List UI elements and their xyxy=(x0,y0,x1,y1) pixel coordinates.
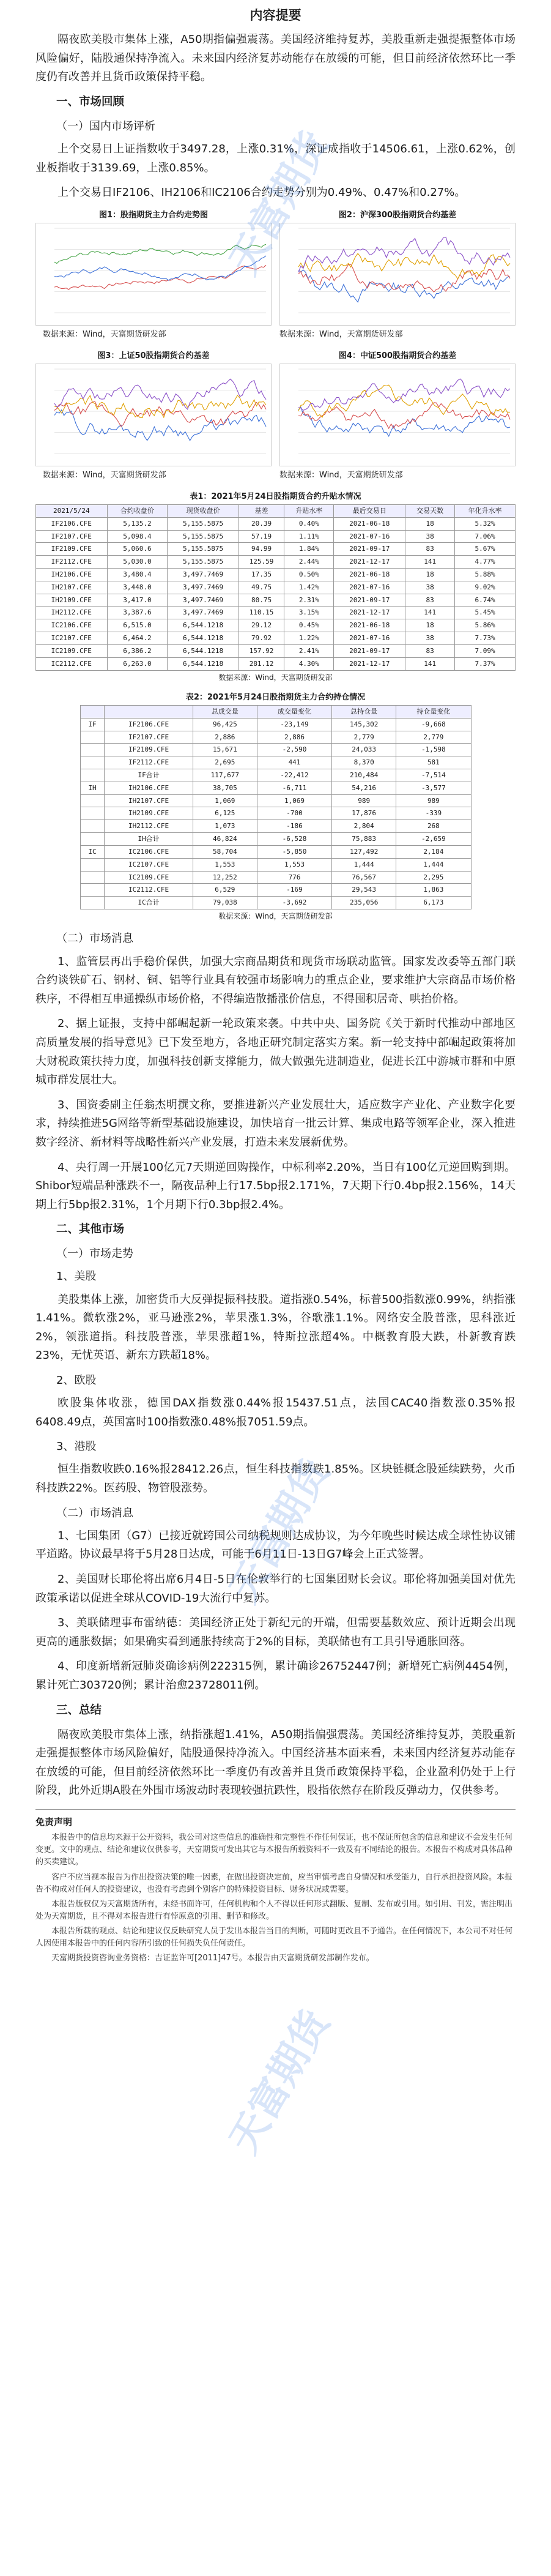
table-cell: 2021-07-16 xyxy=(334,632,405,645)
table-cell: 6,125 xyxy=(193,807,257,820)
column-header: 合约收盘价 xyxy=(107,504,168,517)
table-cell: 2021-09-17 xyxy=(334,644,405,657)
table-cell: 5,155.5875 xyxy=(168,530,239,543)
table-cell: 8,370 xyxy=(332,756,396,769)
table-cell: IH2109.CFE xyxy=(105,807,193,820)
table-row xyxy=(36,517,516,530)
table-row xyxy=(80,718,471,731)
table-row xyxy=(36,607,516,619)
table-cell: IH2112.CFE xyxy=(105,820,193,833)
figure-4-chart xyxy=(279,364,516,466)
table-cell: 80.75 xyxy=(239,594,284,607)
table-row xyxy=(80,807,471,820)
table-cell: 441 xyxy=(257,756,331,769)
table-cell: 7.06% xyxy=(455,530,516,543)
table-cell: 3,448.0 xyxy=(107,581,168,594)
table-row xyxy=(80,794,471,807)
table-cell: 2.44% xyxy=(284,556,334,569)
table-cell xyxy=(80,794,105,807)
column-header: 升贴水率 xyxy=(284,504,334,517)
series-line xyxy=(54,265,266,289)
disclaimer-paragraph: 本报告版权仅为天富期货所有，未经书面许可，任何机构和个人不得以任何形式翻版、复制、发布或引用。如引用、刊发，需注明出处为天富期货，且不得对本报告进行有悖原意的引用、删节和修改。 xyxy=(35,1899,513,1922)
table-cell: 15,671 xyxy=(193,744,257,756)
table-cell: 7.73% xyxy=(455,632,516,645)
table-cell: -22,412 xyxy=(257,769,331,782)
table-row xyxy=(36,530,516,543)
table-cell: -7,514 xyxy=(396,769,471,782)
table-header-row xyxy=(36,504,516,517)
table-2-source: 数据来源：Wind，天富期货研发部 xyxy=(218,911,333,920)
table-cell: 17,876 xyxy=(332,807,396,820)
table-cell: 0.50% xyxy=(284,569,334,581)
table-cell: 2,184 xyxy=(396,845,471,858)
table-cell: -6,711 xyxy=(257,782,331,794)
other-news-4: 4、印度新增新冠肺炎确诊病例222315例，累计确诊26752447例；新增死亡病例4454例，累计死亡303720例；累计治愈23728011例。 xyxy=(35,1660,516,1692)
table-cell: 581 xyxy=(396,756,471,769)
table-cell: 281.12 xyxy=(239,657,284,670)
table-row xyxy=(36,569,516,581)
conclusion: 隔夜欧美股市集体上涨，纳指涨超1.41%，A50期指偏强震荡。美国经济维持复苏，美股重新走强提振整体市场风险偏好，陆股通保持净流入。中国经济基本面来看，未来国内经济复苏动能存在放缓的可能，但目前经济依然环比一季度仍有改善并且货币政策保持平稳，企业盈利仍处于上行阶段，此外近期A股在外围市场波动时表现较强抗跌性，股指依然存在阶段反弹动力，仅供参考。 xyxy=(35,1728,516,1798)
table-cell: -169 xyxy=(257,884,331,897)
table-row xyxy=(80,731,471,744)
table-cell: 4.30% xyxy=(284,657,334,670)
table-cell: IF2109.CFE xyxy=(36,543,108,556)
table-cell: 0.40% xyxy=(284,517,334,530)
table-cell: -5,850 xyxy=(257,845,331,858)
table-cell: 2.41% xyxy=(284,644,334,657)
table-cell: 141 xyxy=(405,556,455,569)
section-other-markets: 二、其他市场 xyxy=(56,1223,125,1236)
table-cell: IF合计 xyxy=(105,769,193,782)
table-cell: 5.88% xyxy=(455,569,516,581)
column-header: 年化升水率 xyxy=(455,504,516,517)
table-cell: 18 xyxy=(405,619,455,632)
table-cell: 3,497.7469 xyxy=(168,594,239,607)
column-header: 总持仓量 xyxy=(332,705,396,718)
series-line xyxy=(54,401,266,427)
figure-4 xyxy=(279,349,516,466)
table-cell: 5,060.6 xyxy=(107,543,168,556)
table-cell xyxy=(80,871,105,884)
table-cell: IH2112.CFE xyxy=(36,607,108,619)
table-cell: 2.31% xyxy=(284,594,334,607)
other-news-3: 3、美联储理事布雷纳德：美国经济正处于新纪元的开端，但需要基数效应、预计近期会出现更高的通胀数据；如果确实看到通胀持续高于2%的目标，美联储也有工具引导通胀回落。 xyxy=(35,1616,516,1648)
table-cell: IC2107.CFE xyxy=(105,858,193,871)
series-line xyxy=(298,264,510,292)
table-cell: 5,155.5875 xyxy=(168,543,239,556)
table-cell: 38 xyxy=(405,581,455,594)
figure-2-chart xyxy=(279,223,516,326)
table-cell: 157.92 xyxy=(239,644,284,657)
table-cell: 3,497.7469 xyxy=(168,569,239,581)
index-paragraph: 上个交易日上证指数收于3497.28，上涨0.31%，深证成指收于14506.61，上涨0.62%，创业板指收于3139.69，上涨0.85%。 xyxy=(35,142,516,174)
table-cell: 38,705 xyxy=(193,782,257,794)
figure-1-title: 图1：股指期货主力合约走势图 xyxy=(98,210,209,220)
table-cell: 12,252 xyxy=(193,871,257,884)
column-header: 最后交易日 xyxy=(334,504,405,517)
table-cell: 1,444 xyxy=(396,858,471,871)
series-line xyxy=(54,379,266,409)
table-cell: 141 xyxy=(405,607,455,619)
table-cell: 54,216 xyxy=(332,782,396,794)
table-cell: 3,497.7469 xyxy=(168,607,239,619)
table-cell: -2,659 xyxy=(396,833,471,846)
table-cell: 94.99 xyxy=(239,543,284,556)
table-row xyxy=(80,858,471,871)
table-cell: 18 xyxy=(405,569,455,581)
table-cell: 235,056 xyxy=(332,897,396,909)
other-news-2: 2、美国财长耶伦将出席6月4日-5日在伦敦举行的七国集团财长会议。耶伦将加强美国对优先政策承诺以促进全球从COVID-19大流行中复苏。 xyxy=(35,1572,516,1605)
table-cell: 2021-12-17 xyxy=(334,607,405,619)
column-header: 持仓量变化 xyxy=(396,705,471,718)
table-cell: 1,863 xyxy=(396,884,471,897)
table-cell: IH2106.CFE xyxy=(36,569,108,581)
table-row xyxy=(80,820,471,833)
table-cell: -1,598 xyxy=(396,744,471,756)
table-cell: IF2106.CFE xyxy=(36,517,108,530)
column-header: 交易天数 xyxy=(405,504,455,517)
table-cell: 3,387.6 xyxy=(107,607,168,619)
series-line xyxy=(54,244,266,263)
table-row xyxy=(80,897,471,909)
premium-table xyxy=(35,504,516,671)
table-cell: IF2107.CFE xyxy=(36,530,108,543)
news-2: 2、据上证报，支持中部崛起新一轮政策来袭。中共中央、国务院《关于新时代推动中部地区高质量发展的指导意见》已下发至地方，各地正研究制定落实方案。新一轮支持中部崛起政策将加大财税政策扶持力度，加强科技创新支撑能力，做大做强先进制造业，促进长江中游城市群和中原城市群发展壮大。 xyxy=(35,1017,516,1087)
table-cell: 117,677 xyxy=(193,769,257,782)
news-4: 4、央行周一开展100亿元7天期逆回购操作，中标利率2.20%，当日有100亿元逆回购到期。Shibor短端品种涨跌不一，隔夜品种上行17.5bp报2.171%，7天期下行0.4bp报2.156%，14天期上行5bp报2.31%，1个月期下行0.3bp报2.4%。 xyxy=(35,1160,516,1211)
table-cell: IC2107.CFE xyxy=(36,632,108,645)
table-row xyxy=(80,871,471,884)
table-cell: 210,484 xyxy=(332,769,396,782)
table-row xyxy=(36,619,516,632)
subsection-trend: （一）市场走势 xyxy=(56,1247,133,1261)
table-cell: 5.32% xyxy=(455,517,516,530)
table-cell xyxy=(80,858,105,871)
table-row xyxy=(36,644,516,657)
table-cell: 29.12 xyxy=(239,619,284,632)
figure-2 xyxy=(279,209,516,326)
table-cell: 38 xyxy=(405,632,455,645)
table-cell: 5,155.5875 xyxy=(168,517,239,530)
table-cell: IC2109.CFE xyxy=(105,871,193,884)
table-cell: IF2109.CFE xyxy=(105,744,193,756)
table-cell: IF2112.CFE xyxy=(105,756,193,769)
table-cell: 125.59 xyxy=(239,556,284,569)
table-cell: 2,295 xyxy=(396,871,471,884)
table-cell: 3,480.4 xyxy=(107,569,168,581)
other-news-1: 1、七国集团（G7）已接近就跨国公司纳税规则达成协议，为今年晚些时候达成全球性协议铺平道路。协议最早将于5月28日达成，可能于6月11日-13日G7峰会上正式签署。 xyxy=(35,1529,516,1561)
section-market-review: 一、市场回顾 xyxy=(56,95,125,108)
doc-title: 内容提要 xyxy=(250,8,301,23)
table-row xyxy=(80,744,471,756)
table-cell: IF2106.CFE xyxy=(105,718,193,731)
disclaimer-paragraph: 本报告所载的观点、结论和建议仅反映研究人员于发出本报告当日的判断，可随时更改且不予通告。在任何情况下，本公司不对任何人因使用本报告中的任何内容所引致的任何损失负任何责任。 xyxy=(35,1927,513,1949)
table-cell: 1.42% xyxy=(284,581,334,594)
series-line xyxy=(298,253,510,279)
table-row xyxy=(36,556,516,569)
table-cell: 6,544.1218 xyxy=(168,657,239,670)
table-cell: 5,030.0 xyxy=(107,556,168,569)
table-cell: 3,497.7469 xyxy=(168,581,239,594)
table-row xyxy=(80,884,471,897)
table-cell: -3,692 xyxy=(257,897,331,909)
table-cell: 2021-07-16 xyxy=(334,581,405,594)
table-cell: 2021-09-17 xyxy=(334,594,405,607)
table-cell: 29,543 xyxy=(332,884,396,897)
table-cell: 1,553 xyxy=(193,858,257,871)
table-cell: 141 xyxy=(405,657,455,670)
table-cell xyxy=(80,807,105,820)
table-cell: 6,464.2 xyxy=(107,632,168,645)
series-line xyxy=(54,256,266,280)
table-cell: 5,135.2 xyxy=(107,517,168,530)
us-stocks: 美股集体上涨，加密货币大反弹提振科技股。道指涨0.54%，标普500指数涨0.99%，纳指涨1.41%。微软涨2%，亚马逊涨2%，苹果涨1.3%，谷歌涨1.1%。网络安全股普涨，思科涨近2%，领涨道指。科技股普涨，苹果涨超1%，特斯拉涨超4%。中概教育股大跌，朴新教育跌23%，无忧英语、新东方跌超18%。 xyxy=(35,1293,516,1362)
figure-source: 数据来源：Wind，天富期货研发部 xyxy=(43,329,166,339)
column-header: 基差 xyxy=(239,504,284,517)
table-cell: 2,779 xyxy=(396,731,471,744)
table-cell: 0.45% xyxy=(284,619,334,632)
table-cell: -6,528 xyxy=(257,833,331,846)
table-cell: 145,302 xyxy=(332,718,396,731)
table-2-title: 表2：2021年5月24日股指期货主力合约持仓情况 xyxy=(185,692,366,702)
table-cell: -3,577 xyxy=(396,782,471,794)
disclaimer-title: 免责声明 xyxy=(35,1816,73,1827)
table-cell: IH合计 xyxy=(105,833,193,846)
hk-stocks: 恒生指数收跌0.16%报28412.26点，恒生科技指数跌1.85%。区块链概念股延续跌势，火币科技跌22%。医药股、物管股涨势。 xyxy=(35,1463,516,1495)
table-cell: 6,544.1218 xyxy=(168,644,239,657)
table-row xyxy=(80,769,471,782)
watermark-logo: 天富期货 xyxy=(221,124,339,282)
table-cell: 75,883 xyxy=(332,833,396,846)
table-cell: 2021-09-17 xyxy=(334,543,405,556)
table-cell: 3,417.0 xyxy=(107,594,168,607)
table-1-title: 表1：2021年5月24日股指期货合约升贴水情况 xyxy=(190,491,361,501)
table-cell: 2,779 xyxy=(332,731,396,744)
table-cell: 2,695 xyxy=(193,756,257,769)
table-cell: 5.67% xyxy=(455,543,516,556)
table-cell: 2021-12-17 xyxy=(334,657,405,670)
table-cell: 6,529 xyxy=(193,884,257,897)
table-cell: 9.02% xyxy=(455,581,516,594)
news-1: 1、监管层再出手稳价保供，加强大宗商品期货和现货市场联动监管。国家发改委等五部门联合约谈铁矿石、钢材、铜、铝等行业具有较强市场影响力的重点企业，要求维护大宗商品市场价格秩序，不得相互串通操纵市场价格，不得编造散播涨价信息，不得囤积居奇、哄抬价格。 xyxy=(35,955,516,1006)
table-cell: IH2107.CFE xyxy=(105,794,193,807)
table-cell: 83 xyxy=(405,543,455,556)
table-cell: 7.37% xyxy=(455,657,516,670)
table-1-source: 数据来源：Wind，天富期货研发部 xyxy=(218,673,333,682)
table-cell: 18 xyxy=(405,517,455,530)
hk-stocks-heading: 3、港股 xyxy=(56,1440,97,1454)
us-stocks-heading: 1、美股 xyxy=(56,1270,97,1283)
table-cell: 127,492 xyxy=(332,845,396,858)
position-table xyxy=(80,705,471,909)
table-cell: 58,704 xyxy=(193,845,257,858)
table-row xyxy=(80,782,471,794)
table-cell xyxy=(80,820,105,833)
table-cell: IH xyxy=(80,782,105,794)
figure-1-chart xyxy=(35,223,272,326)
table-cell: 1,553 xyxy=(257,858,331,871)
figure-3 xyxy=(35,349,272,466)
table-cell: IF xyxy=(80,718,105,731)
table-cell xyxy=(80,769,105,782)
table-cell xyxy=(80,756,105,769)
table-cell: 1,444 xyxy=(332,858,396,871)
table-cell: 110.15 xyxy=(239,607,284,619)
table-cell: 2,886 xyxy=(257,731,331,744)
table-cell: 24,033 xyxy=(332,744,396,756)
disclaimer-paragraph: 天富期货投资咨询业务资格：吉证监许可[2011]47号。本报告由天富期货研发部制作发布。 xyxy=(51,1954,374,1963)
table-cell: 1.22% xyxy=(284,632,334,645)
table-row xyxy=(36,657,516,670)
table-cell: 1.84% xyxy=(284,543,334,556)
figure-4-title: 图4：中证500股指期货合约基差 xyxy=(338,351,457,360)
table-cell: 6,386.2 xyxy=(107,644,168,657)
table-cell: -9,668 xyxy=(396,718,471,731)
series-line xyxy=(54,410,266,441)
table-cell: 1,069 xyxy=(193,794,257,807)
table-cell xyxy=(80,744,105,756)
table-cell: IC xyxy=(80,845,105,858)
table-cell xyxy=(80,731,105,744)
table-cell: 20.39 xyxy=(239,517,284,530)
table-cell: 2021-06-18 xyxy=(334,517,405,530)
table-cell xyxy=(80,897,105,909)
table-header-row xyxy=(80,705,471,718)
disclaimer-paragraph: 客户不应当视本报告为作出投资决策的唯一因素，在做出投资决定前，应当审慎考虑自身情况和承受能力，自行承担投资风险。本报告不构成对任何人的投资建议，也没有考虑到个别客户的特殊投资目标、财务状况或需要。 xyxy=(35,1872,513,1894)
table-cell: IF2107.CFE xyxy=(105,731,193,744)
table-cell: IH2107.CFE xyxy=(36,581,108,594)
table-cell: -23,149 xyxy=(257,718,331,731)
table-cell: 776 xyxy=(257,871,331,884)
table-cell: 5,098.4 xyxy=(107,530,168,543)
figure-source: 数据来源：Wind，天富期货研发部 xyxy=(279,329,403,339)
table-cell: 38 xyxy=(405,530,455,543)
table-cell: 6,263.0 xyxy=(107,657,168,670)
table-cell: 989 xyxy=(332,794,396,807)
table-cell: IC2106.CFE xyxy=(105,845,193,858)
column-header xyxy=(80,705,105,718)
column-header xyxy=(105,705,193,718)
section-summary: 三、总结 xyxy=(56,1703,102,1717)
news-3: 3、国资委副主任翁杰明撰文称，要推进新兴产业发展壮大，适应数字产业化、产业数字化要求，持续推进5G网络等新型基础设施建设，加快培育一批云计算、集成电路等领军企业，深入推进数字经济、新材料等战略性新兴产业发展，打造未来发展新优势。 xyxy=(35,1098,516,1149)
eu-stocks: 欧股集体收涨，德国DAX指数涨0.44%报15437.51点，法国CAC40指数涨0.35%报6408.49点，英国富时100指数涨0.48%报7051.59点。 xyxy=(35,1397,516,1428)
table-cell: -186 xyxy=(257,820,331,833)
table-cell: IC2109.CFE xyxy=(36,644,108,657)
table-cell: IC合计 xyxy=(105,897,193,909)
table-cell: 3.15% xyxy=(284,607,334,619)
watermark-logo: 天富期货 xyxy=(221,1452,339,1610)
eu-stocks-heading: 2、欧股 xyxy=(56,1373,97,1387)
table-row xyxy=(36,581,516,594)
column-header: 总成交量 xyxy=(193,705,257,718)
table-row xyxy=(80,756,471,769)
table-cell: IH2106.CFE xyxy=(105,782,193,794)
table-cell: -339 xyxy=(396,807,471,820)
figure-1 xyxy=(35,209,272,326)
table-cell: 83 xyxy=(405,644,455,657)
table-cell: 83 xyxy=(405,594,455,607)
table-cell: 17.35 xyxy=(239,569,284,581)
table-cell: IC2112.CFE xyxy=(36,657,108,670)
table-cell: 4.77% xyxy=(455,556,516,569)
table-cell: 6,173 xyxy=(396,897,471,909)
table-cell: 46,824 xyxy=(193,833,257,846)
table-cell: -2,590 xyxy=(257,744,331,756)
table-cell: 268 xyxy=(396,820,471,833)
column-header: 现货收盘价 xyxy=(168,504,239,517)
table-row xyxy=(36,543,516,556)
table-cell: 1.11% xyxy=(284,530,334,543)
table-cell: IC2106.CFE xyxy=(36,619,108,632)
table-cell: 76,567 xyxy=(332,871,396,884)
table-cell: 6,544.1218 xyxy=(168,619,239,632)
series-line xyxy=(298,379,510,410)
table-cell: 1,069 xyxy=(257,794,331,807)
table-cell: 79,038 xyxy=(193,897,257,909)
futures-paragraph: 上个交易日IF2106、IH2106和IC2106合约走势分别为0.49%、0.47%和0.27%。 xyxy=(57,186,466,200)
column-header: 成交量变化 xyxy=(257,705,331,718)
table-cell: 6,544.1218 xyxy=(168,632,239,645)
table-cell: 989 xyxy=(396,794,471,807)
table-cell: 2,804 xyxy=(332,820,396,833)
table-cell: -700 xyxy=(257,807,331,820)
table-cell: IF2112.CFE xyxy=(36,556,108,569)
figure-2-title: 图2：沪深300股指期货合约基差 xyxy=(338,210,457,220)
table-cell: 2021-06-18 xyxy=(334,569,405,581)
table-cell: 5.86% xyxy=(455,619,516,632)
table-cell: 6.74% xyxy=(455,594,516,607)
disclaimer xyxy=(35,1809,516,1965)
table-cell: 2,886 xyxy=(193,731,257,744)
subsection-news: （二）市场消息 xyxy=(56,932,133,946)
table-cell: 57.19 xyxy=(239,530,284,543)
figure-3-title: 图3：上证50股指期货合约基差 xyxy=(97,351,210,360)
summary: 隔夜欧美股市集体上涨，A50期指偏强震荡。美国经济维持复苏，美股重新走强提振整体市场风险偏好，陆股通保持净流入。未来国内经济复苏动能存在放缓的可能，但目前经济依然环比一季度仍有改善并且货币政策保持平稳。 xyxy=(35,33,516,84)
table-row xyxy=(80,833,471,846)
table-row xyxy=(80,845,471,858)
table-cell: IH2109.CFE xyxy=(36,594,108,607)
table-row xyxy=(36,594,516,607)
subsection-domestic: （一）国内市场评析 xyxy=(56,119,155,133)
table-cell: 6,515.0 xyxy=(107,619,168,632)
figure-3-chart xyxy=(35,364,272,466)
series-line xyxy=(54,395,266,418)
disclaimer-paragraph: 本报告中的信息均来源于公开资料，我公司对这些信息的准确性和完整性不作任何保证，也不保证所包含的信息和建议不会发生任何变更。文中的观点、结论和建议仅供参考，天富期货可发出其它与本报告所载资料不一致及有不同结论的报告。本报告不构成对具体品种的买卖建议。 xyxy=(35,1833,513,1867)
table-cell: 49.75 xyxy=(239,581,284,594)
table-cell: 7.09% xyxy=(455,644,516,657)
table-cell: 2021-06-18 xyxy=(334,619,405,632)
table-cell: 96,425 xyxy=(193,718,257,731)
watermark-logo: 天富期货 xyxy=(221,2003,339,2161)
table-cell xyxy=(80,833,105,846)
table-cell: 2021-12-17 xyxy=(334,556,405,569)
table-cell: 79.92 xyxy=(239,632,284,645)
figure-source: 数据来源：Wind，天富期货研发部 xyxy=(43,470,166,480)
table-cell: 2021-07-16 xyxy=(334,530,405,543)
table-cell: 1,073 xyxy=(193,820,257,833)
subsection-other-news: （二）市场消息 xyxy=(56,1506,133,1520)
table-row xyxy=(36,632,516,645)
table-cell: 5,155.5875 xyxy=(168,556,239,569)
figure-source: 数据来源：Wind，天富期货研发部 xyxy=(279,470,403,480)
table-cell: IC2112.CFE xyxy=(105,884,193,897)
table-cell: 5.45% xyxy=(455,607,516,619)
table-cell xyxy=(80,884,105,897)
column-header: 2021/5/24 xyxy=(36,504,108,517)
